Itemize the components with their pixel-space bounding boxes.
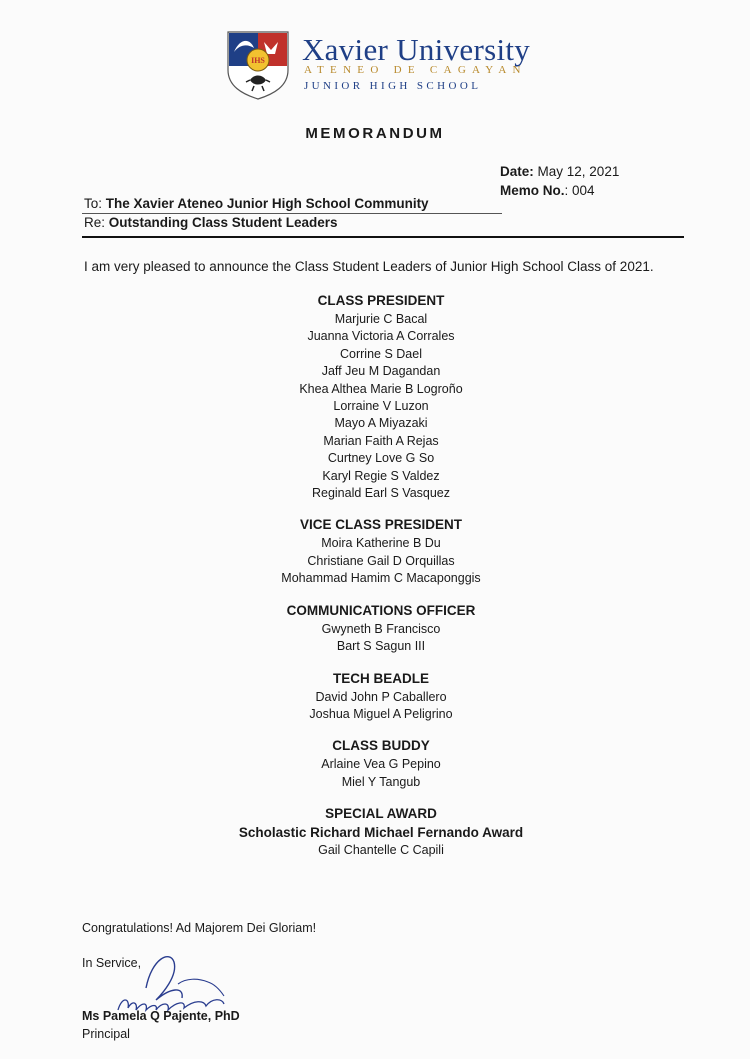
student-name: Curtney Love G So <box>327 451 435 466</box>
section-heading: CLASS BUDDY <box>332 738 430 754</box>
memo-number-value: : 004 <box>564 183 595 198</box>
student-name: Jaff Jeu M Dagandan <box>321 364 441 379</box>
section-heading: SPECIAL AWARD <box>325 806 437 822</box>
student-name: Corrine S Dael <box>340 346 422 361</box>
crest-monogram: IHS <box>251 56 265 65</box>
memo-number-line <box>500 181 619 200</box>
date-line <box>500 162 619 181</box>
section-heading: CLASS PRESIDENT <box>317 293 445 308</box>
university-subtitle: ATENEO DE CAGAYAN <box>304 64 527 76</box>
school-name: JUNIOR HIGH SCHOOL <box>304 80 482 92</box>
section-heading: VICE CLASS PRESIDENT <box>299 517 463 533</box>
award-section <box>140 516 622 587</box>
award-section <box>140 292 622 502</box>
student-name: Marjurie C Bacal <box>334 312 428 326</box>
student-name: Lorraine V Luzon <box>333 399 429 414</box>
award-section <box>140 602 622 656</box>
student-name: Gwyneth B Francisco <box>321 621 441 636</box>
date-value: May 12, 2021 <box>537 164 620 179</box>
student-name: Mohammad Hamim C Macaponggis <box>281 571 481 586</box>
student-name: Bart S Sagun III <box>336 639 426 654</box>
memo-title: MEMORANDUM <box>305 125 445 142</box>
award-section <box>140 670 622 724</box>
memo-number-label: Memo No. <box>500 183 565 198</box>
divider-thin <box>82 213 502 214</box>
congratulations-line: Congratulations! Ad Majorem Dei Gloriam! <box>82 921 317 935</box>
student-name: Karyl Regie S Valdez <box>322 468 440 483</box>
student-name: Reginald Earl S Vasquez <box>311 486 451 501</box>
student-name: Khea Althea Marie B Logroño <box>299 381 463 396</box>
re-value: Outstanding Class Student Leaders <box>108 215 338 230</box>
awards-list <box>140 292 622 874</box>
to-line <box>84 196 429 211</box>
date-block <box>500 162 619 200</box>
signatory-name: Ms Pamela Q Pajente, PhD <box>82 1009 240 1023</box>
award-section <box>140 805 622 859</box>
re-line <box>84 215 338 230</box>
student-name: Marian Faith A Rejas <box>323 433 439 448</box>
section-heading: COMMUNICATIONS OFFICER <box>286 602 476 618</box>
to-label: To: <box>84 196 103 211</box>
date-label: Date: <box>500 164 534 179</box>
student-name: Arlaine Vea G Pepino <box>321 757 441 772</box>
signatory-position: Principal <box>82 1027 130 1041</box>
student-name: Mayo A Miyazaki <box>334 416 428 431</box>
student-name: Miel Y Tangub <box>341 774 421 789</box>
section-subheading: Scholastic Richard Michael Fernando Award <box>238 825 524 841</box>
award-section <box>140 737 622 791</box>
re-label: Re: <box>84 215 106 230</box>
divider-thick <box>82 236 684 238</box>
to-value: The Xavier Ateneo Junior High School Community <box>105 196 429 211</box>
student-name: Christiane Gail D Orquillas <box>307 553 455 568</box>
student-name: Juanna Victoria A Corrales <box>307 329 455 344</box>
student-name: Gail Chantelle C Capili <box>318 843 444 858</box>
section-heading: TECH BEADLE <box>332 670 429 686</box>
in-service-line: In Service, <box>82 956 142 970</box>
university-name: Xavier University <box>302 32 531 67</box>
student-name: Joshua Miguel A Peligrino <box>309 706 453 721</box>
intro-paragraph: I am very pleased to announce the Class Student Leaders of Junior High School Class of 2021. <box>84 259 654 274</box>
student-name: David John P Caballero <box>315 689 447 704</box>
student-name: Moira Katherine B Du <box>321 536 441 551</box>
university-crest-logo <box>226 30 290 100</box>
